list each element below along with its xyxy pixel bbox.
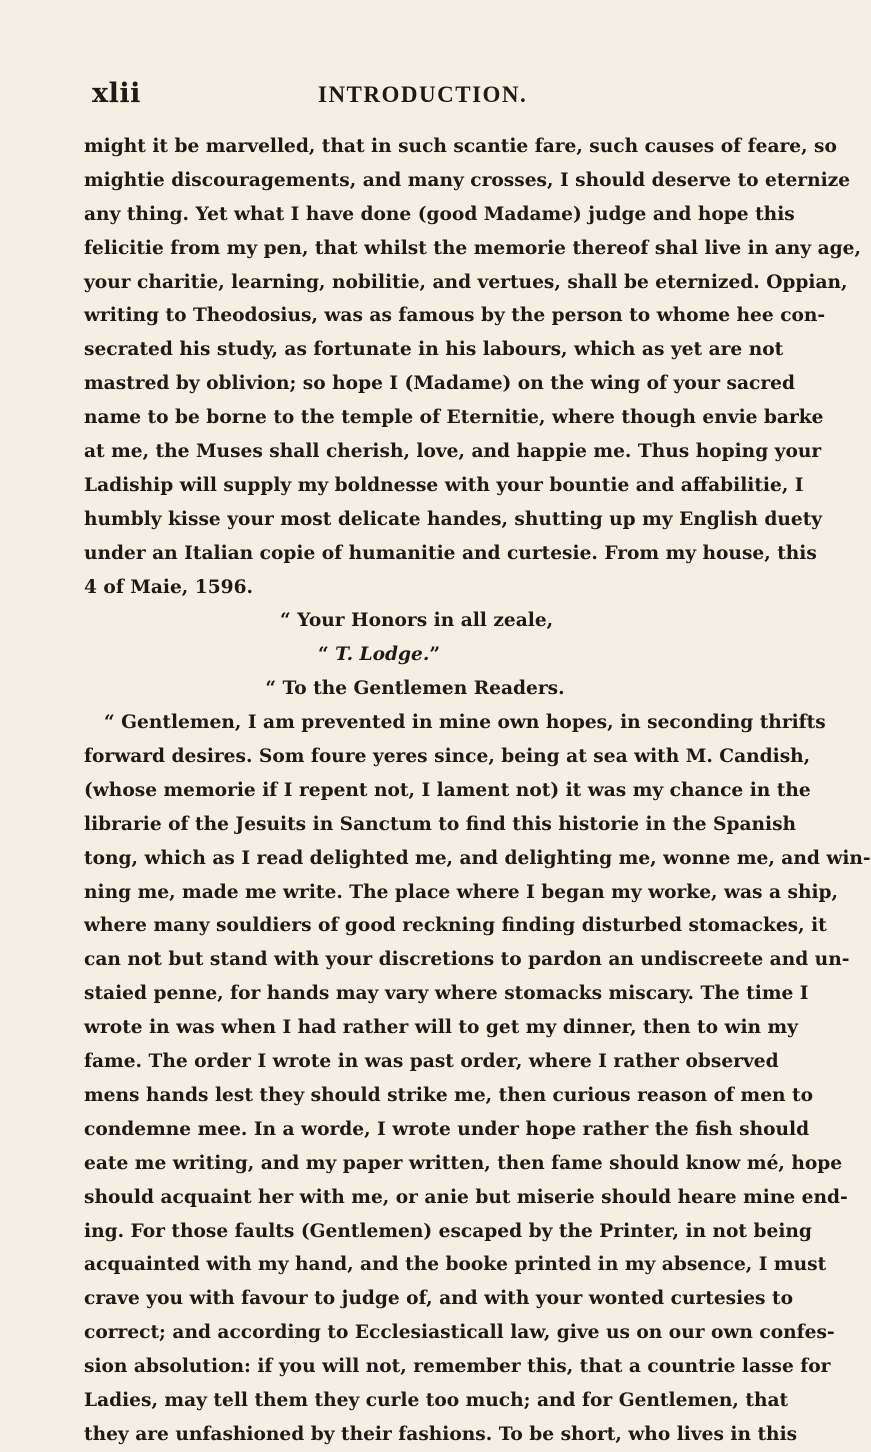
text-line: acquainted with my hand, and the booke printed in my absence, I must [84,1254,827,1276]
text-line: under an Italian copie of humanitie and curtesie. From my house, this [84,542,817,564]
running-head [92,78,732,114]
text-line: mightie discouragements, and many crosses, I should deserve to eternize [84,169,851,191]
text-line: ing. For those faults (Gentlemen) escaped by the Printer, in not being [84,1220,812,1242]
text-line: where many souldiers of good reckning finding disturbed stomackes, it [84,915,827,937]
text-line: at me, the Muses shall cherish, love, and happie me. Thus hoping your [84,441,822,463]
text-line: Ladies, may tell them they curle too much; and for Gentlemen, that [84,1389,789,1411]
text-line: sion absolution: if you will not, remember this, that a countrie lasse for [84,1356,831,1378]
text-line: mastred by oblivion; so hope I (Madame) on the wing of your sacred [84,373,796,395]
text-line: humbly kisse your most delicate handes, shutting up my English duety [84,508,823,530]
readers-paragraph [84,706,871,1452]
text-line: correct; and according to Ecclesiasticall law, give us on our own confes- [84,1322,835,1344]
text-line: fame. The order I wrote in was past order, where I rather observed [84,1051,779,1073]
text-line: they are unfashioned by their fashions. To be short, who lives in this [84,1423,798,1445]
letter-closing: “ Your Honors in all zeale, [280,610,554,632]
letter-paragraph [84,130,861,604]
text-line: should acquaint her with me, or anie but miserie should heare mine end- [84,1186,848,1208]
text-line: can not but stand with your discretions to pardon an undiscreete and un- [84,949,850,971]
text-line: (whose memorie if I repent not, I lament not) it was my chance in the [84,779,811,801]
text-line: secrated his study, as fortunate in his labours, which as yet are not [84,339,784,361]
text-line: your charitie, learning, nobilitie, and vertues, shall be eternized. Oppian, [84,271,848,293]
text-line: eate me writing, and my paper written, then fame should know mé, hope [84,1152,843,1174]
text-line: condemne mee. In a worde, I wrote under hope rather the fish should [84,1118,810,1140]
page-number: xlii [92,78,141,109]
text-line: name to be borne to the temple of Eternitie, where though envie barke [84,407,824,429]
signature [84,638,746,672]
text-line: wrote in was when I had rather will to get my dinner, then to win my [84,1017,798,1039]
text-line: ning me, made me write. The place where I began my worke, was a ship, [84,881,839,903]
text-line: tong, which as I read delighted me, and delighting me, wonne me, and win- [84,847,871,869]
running-title: INTRODUCTION. [318,82,528,107]
page-body [84,130,871,1452]
text-line: might it be marvelled, that in such scantie fare, such causes of feare, so [84,136,837,157]
text-line: mens hands lest they should strike me, then curious reason of men to [84,1084,814,1106]
text-line: staied penne, for hands may vary where stomacks miscary. The time I [84,983,809,1005]
text-line: felicitie from my pen, that whilst the memorie thereof shal live in any age, [84,237,861,259]
text-line: librarie of the Jesuits in Sanctum to find this historie in the Spanish [84,813,797,835]
section-heading: “ To the Gentlemen Readers. [265,678,565,700]
text-line: writing to Theodosius, was as famous by the person to whome hee con- [84,305,826,327]
signature-name: T. Lodge. [335,644,430,666]
signature-close-quote: ” [429,644,441,666]
date-line: 4 of Maie, 1596. [84,576,253,598]
text-line: forward desires. Som foure yeres since, being at sea with M. Candish, [84,746,811,768]
signature-open-quote: “ [318,644,336,666]
text-line: crave you with favour to judge of, and with your wonted curtesies to [84,1288,793,1310]
text-line: Ladiship will supply my boldnesse with your bountie and affabilitie, I [84,474,804,496]
text-line: any thing. Yet what I have done (good Madame) judge and hope this [84,203,795,225]
text-line: “ Gentlemen, I am prevented in mine own hopes, in seconding thrifts [104,712,826,734]
